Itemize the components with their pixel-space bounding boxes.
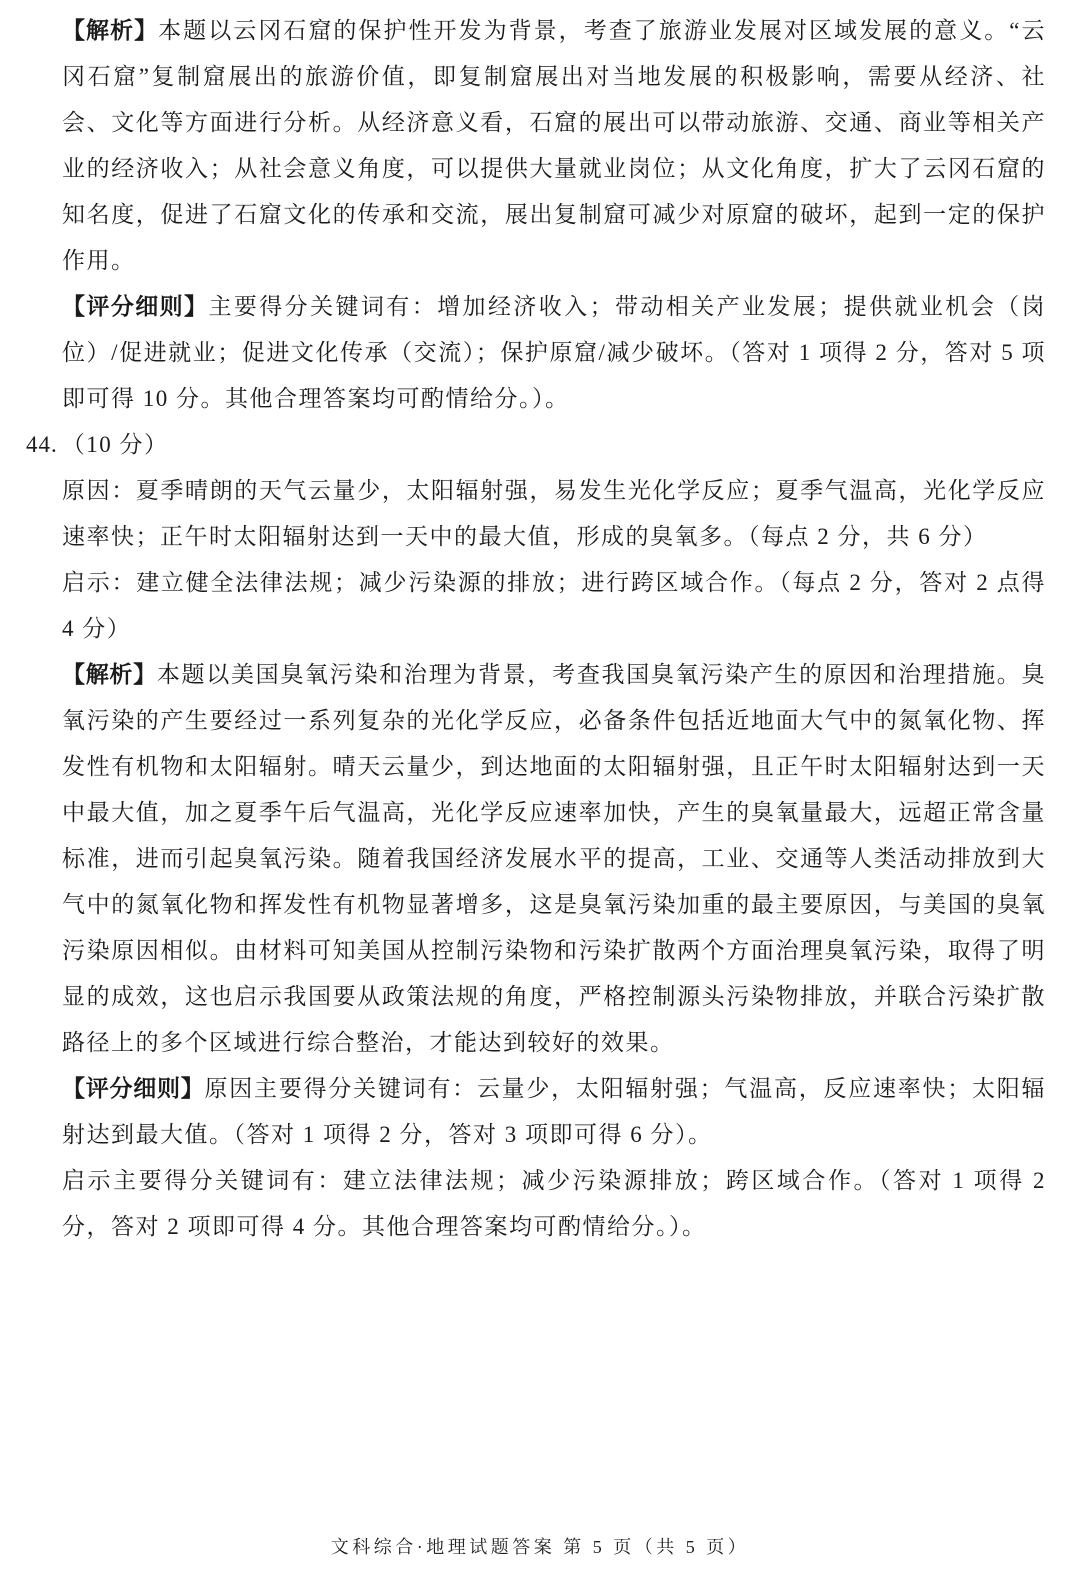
q43-scoring-paragraph [62,284,1046,422]
q43-scoring-text: 主要得分关键词有：增加经济收入；带动相关产业发展；提供就业机会（岗位）/促进就业；促进文化传承（交流）；保护原窟/减少破坏。（答对 1 项得 2 分，答对 5 项即可得 10 分。其他合理答案均可酌情给分。）。 [62,294,1047,411]
q44-lesson-answer [62,560,1046,652]
question-number: 44. [26,432,58,457]
q44-scoring-reason-text: 原因主要得分关键词有：云量少，太阳辐射强；气温高，反应速率快；太阳辐射达到最大值。（答对 1 项得 2 分，答对 3 项即可得 6 分）。 [62,1076,1047,1147]
q44-lesson-text: 启示：建立健全法律法规；减少污染源的排放；进行跨区域合作。（每点 2 分，答对 2 点得 4 分） [62,570,1046,641]
q44-reason-text: 原因：夏季晴朗的天气云量少，太阳辐射强，易发生光化学反应；夏季气温高，光化学反应速率快；正午时太阳辐射达到一天中的最大值，形成的臭氧多。（每点 2 分，共 6 分） [62,478,1046,549]
analysis-label: 【解析】 [62,662,157,687]
scoring-rubric-label: 【评分细则】 [62,294,209,319]
q44-reason-answer [62,468,1046,560]
q44-scoring-reason-paragraph [62,1066,1046,1158]
analysis-label: 【解析】 [62,18,159,43]
page-footer: 文科综合·地理试题答案 第 5 页（共 5 页） [330,1537,750,1557]
q44-header [26,422,1046,468]
question-points: （10 分） [61,432,169,457]
scoring-rubric-label: 【评分细则】 [62,1076,205,1101]
q44-scoring-lesson-paragraph [62,1158,1046,1250]
q43-analysis-text: 本题以云冈石窟的保护性开发为背景，考查了旅游业发展对区域发展的意义。“云冈石窟”复制窟展出的旅游价值，即复制窟展出对当地发展的积极影响，需要从经济、社会、文化等方面进行分析。从经济意义看，石窟的展出可以带动旅游、交通、商业等相关产业的经济收入；从社会意义角度，可以提供大量就业岗位；从文化角度，扩大了云冈石窟的知名度，促进了石窟文化的传承和交流，展出复制窟可减少对原窟的破坏，起到一定的保护作用。 [62,18,1046,273]
q44-scoring-lesson-text: 启示主要得分关键词有：建立法律法规；减少污染源排放；跨区域合作。（答对 1 项得 2 分，答对 2 项即可得 4 分。其他合理答案均可酌情给分。）。 [62,1168,1046,1239]
q44-analysis-paragraph [62,652,1046,1066]
q43-analysis-paragraph [62,8,1046,284]
q44-analysis-text: 本题以美国臭氧污染和治理为背景，考查我国臭氧污染产生的原因和治理措施。臭氧污染的产生要经过一系列复杂的光化学反应，必备条件包括近地面大气中的氮氧化物、挥发性有机物和太阳辐射。晴天云量少，到达地面的太阳辐射强，且正午时太阳辐射达到一天中最大值，加之夏季午后气温高，光化学反应速率加快，产生的臭氧量最大，远超正常含量标准，进而引起臭氧污染。随着我国经济发展水平的提高，工业、交通等人类活动排放到大气中的氮氧化物和挥发性有机物显著增多，这是臭氧污染加重的最主要原因，与美国的臭氧污染原因相似。由材料可知美国从控制污染物和污染扩散两个方面治理臭氧污染，取得了明显的成效，这也启示我国要从政策法规的角度，严格控制源头污染物排放，并联合污染扩散路径上的多个区域进行综合整治，才能达到较好的效果。 [62,662,1047,1055]
